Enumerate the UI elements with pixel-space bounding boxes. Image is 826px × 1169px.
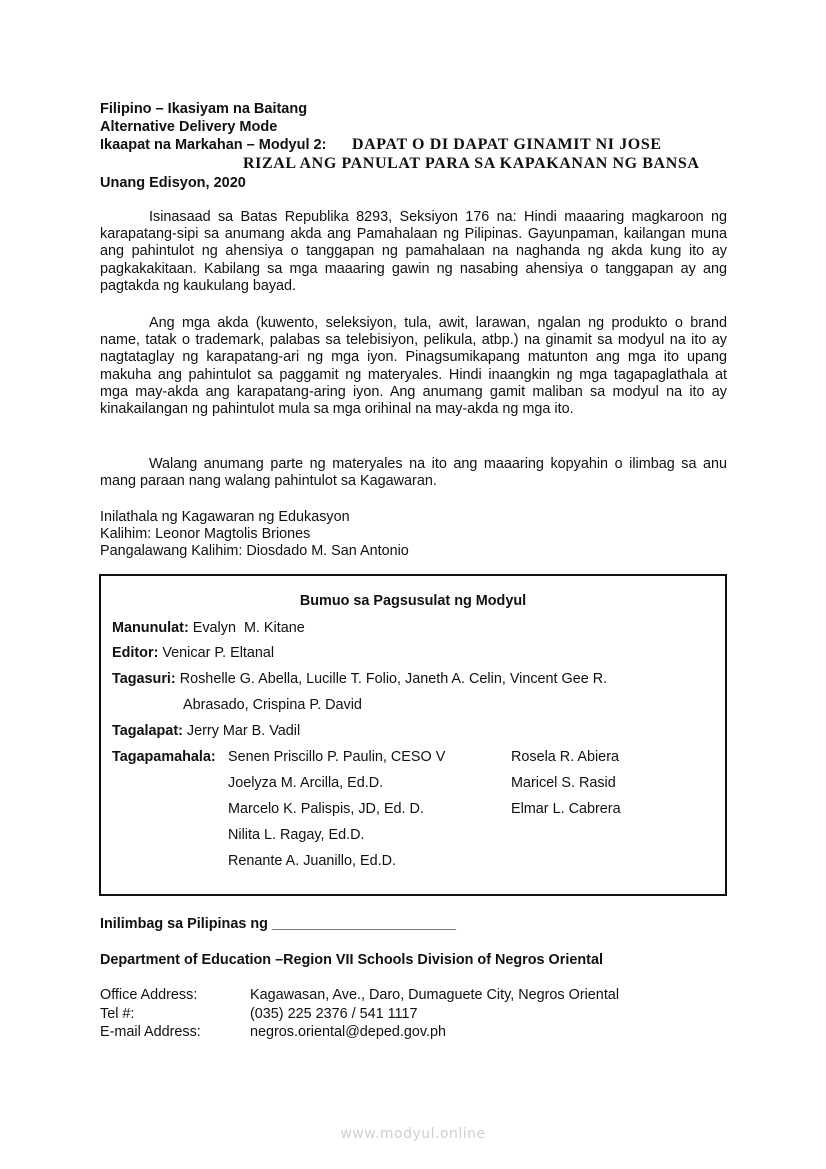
paragraph-text: Isinasaad sa Batas Republika 8293, Seksiyon 176 na: Hindi maaaring magkaroon ng karapatang-sipi sa anumang akda ang Pamahalaan ng Pilipinas. Gayunpaman, kailangan muna ang pahintulot ng ahensiya o tanggapan ng pamahalaan na naghanda ng akda kung ito ay pagkakakitaan. Kabilang sa mga maaaring gawin ng nasabing ahensiya o tanggapan ay ang pagtakda ng kaukulang bayad. — [100, 209, 727, 294]
publisher-line: Inilathala ng Kagawaran ng Edukasyon — [100, 509, 350, 525]
editor-row — [112, 645, 274, 661]
management-name: Senen Priscillo P. Paulin, CESO V — [228, 749, 446, 765]
management-name: Elmar L. Cabrera — [511, 801, 621, 817]
copyright-paragraph-3 — [100, 456, 743, 490]
reviewers-names: Roshelle G. Abella, Lucille T. Folio, Janeth A. Celin, Vincent Gee R. — [179, 671, 608, 687]
layout-artist-name: Jerry Mar B. Vadil — [186, 723, 301, 739]
edition: Unang Edisyon, 2020 — [100, 175, 246, 191]
credits-title: Bumuo sa Pagsusulat ng Modyul — [299, 593, 527, 609]
writer-label: Manunulat: — [112, 620, 189, 636]
management-name: Joelyza M. Arcilla, Ed.D. — [228, 775, 384, 791]
module-title-line1: DAPAT O DI DAPAT GINAMIT NI JOSE — [352, 136, 662, 153]
department-line: Department of Education –Region VII Schools Division of Negros Oriental — [100, 952, 603, 968]
writer-row — [112, 620, 305, 636]
paragraph-text: Walang anumang parte ng materyales na ito ang maaaring kopyahin o ilimbag sa anu mang paraan nang walang pahintulot sa Kagawaran. — [100, 456, 743, 490]
tel-label: Tel #: — [100, 1006, 135, 1022]
email-label: E-mail Address: — [100, 1024, 201, 1040]
secretary-line: Kalihim: Leonor Magtolis Briones — [100, 526, 311, 542]
management-label-text: Tagapamahala: — [112, 749, 216, 765]
office-address-label: Office Address: — [100, 987, 198, 1003]
paragraph-text: Ang mga akda (kuwento, seleksiyon, tula, awit, larawan, ngalan ng produkto o brand name, tatak o trademark, palabas sa telebisiyon, pelikula, atbp.) na ginamit sa modyul na ito ay nagtataglay ng karapatang-ari ng mga iyon. Pinagsumikapang matunton ang mga ito upang makuha ang pahintulot sa paggamit ng materyales. Hindi inaangkin ng mga tagapaglathala at mga may-akda ang karapatang-aring iyon. Ang anumang gamit maliban sa modyul na ito ay kinakailangan ng pahintulot mula sa mga orihinal na may-akda ng mga ito. — [100, 315, 727, 418]
copyright-paragraph-2 — [100, 315, 727, 418]
copyright-paragraph-1 — [100, 209, 727, 295]
editor-name: Venicar P. Eltanal — [162, 645, 275, 661]
subject-grade: Filipino – Ikasiyam na Baitang — [100, 101, 308, 117]
layout-artist-label: Tagalapat: — [112, 723, 183, 739]
editor-label: Editor: — [112, 645, 159, 661]
reviewers-label: Tagasuri: — [112, 671, 176, 687]
delivery-mode: Alternative Delivery Mode — [100, 119, 278, 135]
reviewers-row — [112, 671, 607, 687]
office-address-value: Kagawasan, Ave., Daro, Dumaguete City, Negros Oriental — [250, 987, 620, 1003]
tel-value: (035) 225 2376 / 541 1117 — [250, 1006, 418, 1022]
printed-in-line: Inilimbag sa Pilipinas ng _______________________ — [100, 916, 456, 932]
management-name: Maricel S. Rasid — [511, 775, 616, 791]
undersecretary-line: Pangalawang Kalihim: Diosdado M. San Antonio — [100, 543, 409, 559]
management-name: Renante A. Juanillo, Ed.D. — [228, 853, 396, 869]
layout-artist-row — [112, 723, 300, 739]
reviewers-names-cont: Abrasado, Crispina P. David — [183, 697, 362, 713]
management-label — [112, 749, 216, 765]
writer-name: Evalyn M. Kitane — [192, 620, 305, 636]
management-name: Nilita L. Ragay, Ed.D. — [228, 827, 365, 843]
management-name: Rosela R. Abiera — [511, 749, 619, 765]
credits-box — [99, 574, 727, 896]
module-title-line2: RIZAL ANG PANULAT PARA SA KAPAKANAN NG BANSA — [243, 155, 700, 172]
quarter-module: Ikaapat na Markahan – Modyul 2: — [100, 137, 327, 153]
management-name: Marcelo K. Palispis, JD, Ed. D. — [228, 801, 424, 817]
watermark: www.modyul.online — [340, 1126, 486, 1142]
email-value: negros.oriental@deped.gov.ph — [250, 1024, 446, 1040]
